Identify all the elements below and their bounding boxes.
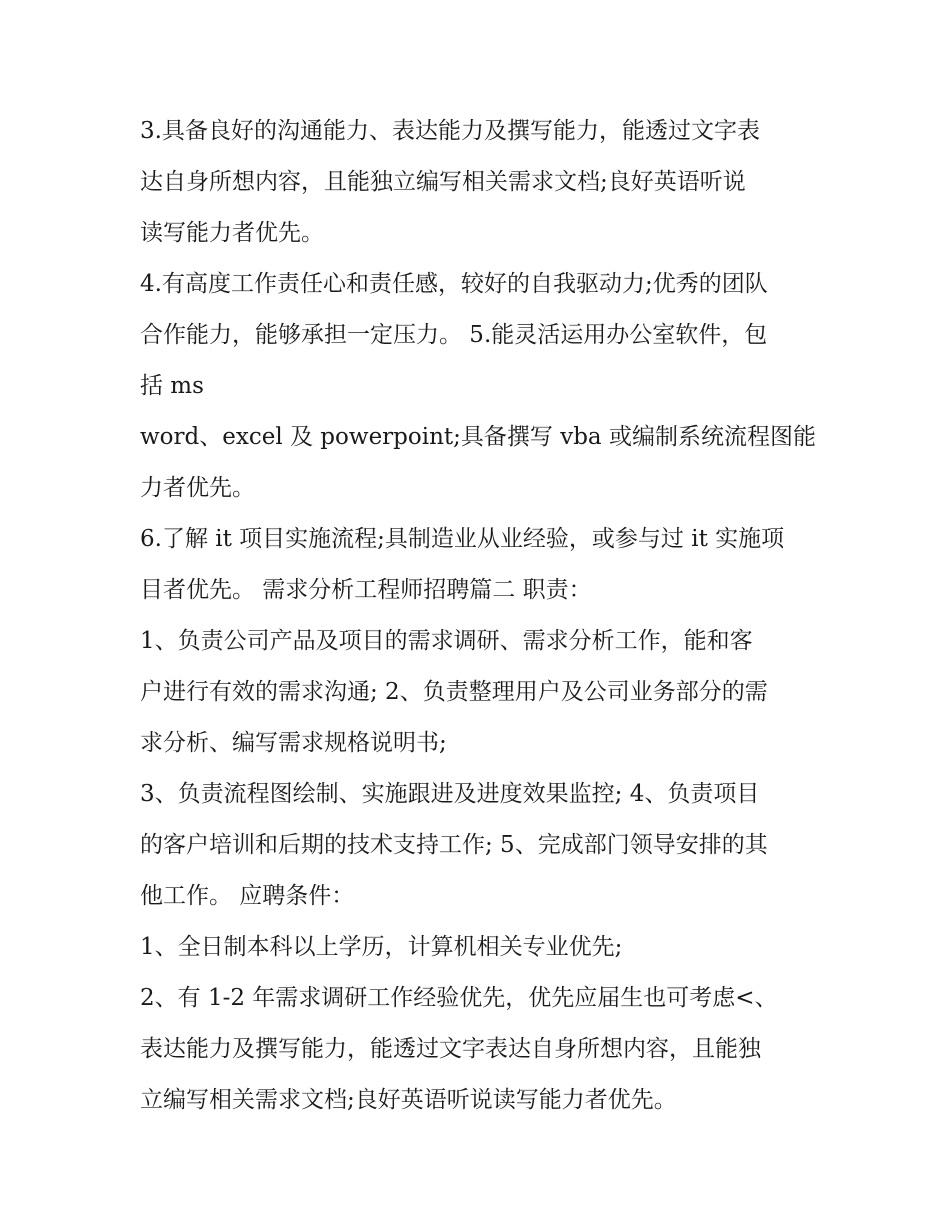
document-body bbox=[140, 106, 820, 1126]
text-line: 目者优先。 需求分析工程师招聘篇二 职责： bbox=[140, 577, 592, 603]
text-line: 他工作。 应聘条件： bbox=[140, 883, 355, 909]
text-line: 立编写相关需求文档;良好英语听说读写能力者优先。 bbox=[140, 1087, 677, 1113]
text-line: 的客户培训和后期的技术支持工作; 5、完成部门领导安排的其 bbox=[140, 832, 768, 858]
text-line: 表达能力及撰写能力，能透过文字表达自身所想内容，且能独 bbox=[140, 1036, 761, 1062]
text-line: 6.了解 it 项目实施流程;具制造业从业经验，或参与过 it 实施项 bbox=[140, 526, 785, 552]
text-line: word、excel 及 powerpoint;具备撰写 vba 或编制系统流程图能 bbox=[140, 424, 816, 450]
text-line: 2、有 1-2 年需求调研工作经验优先，优先应届生也可考虑<、 bbox=[140, 985, 778, 1011]
text-line: 合作能力，能够承担一定压力。 5.能灵活运用办公室软件，包 bbox=[140, 322, 768, 348]
text-line: 4.有高度工作责任心和责任感，较好的自我驱动力;优秀的团队 bbox=[140, 271, 768, 297]
text-line: 3.具备良好的沟通能力、表达能力及撰写能力，能透过文字表 bbox=[140, 118, 760, 144]
text-line: 力者优先。 bbox=[140, 475, 255, 501]
text-line: 1、全日制本科以上学历，计算机相关专业优先; bbox=[140, 934, 623, 960]
text-line: 求分析、编写需求规格说明书; bbox=[140, 730, 447, 756]
text-line: 达自身所想内容，且能独立编写相关需求文档;良好英语听说 bbox=[140, 169, 746, 195]
text-line: 户进行有效的需求沟通; 2、负责整理用户及公司业务部分的需 bbox=[140, 679, 768, 705]
text-line: 括 ms bbox=[140, 373, 204, 399]
text-line: 1、负责公司产品及项目的需求调研、需求分析工作，能和客 bbox=[140, 628, 753, 654]
text-line: 3、负责流程图绘制、实施跟进及进度效果监控; 4、负责项目 bbox=[140, 781, 760, 807]
text-line: 读写能力者优先。 bbox=[140, 220, 324, 246]
